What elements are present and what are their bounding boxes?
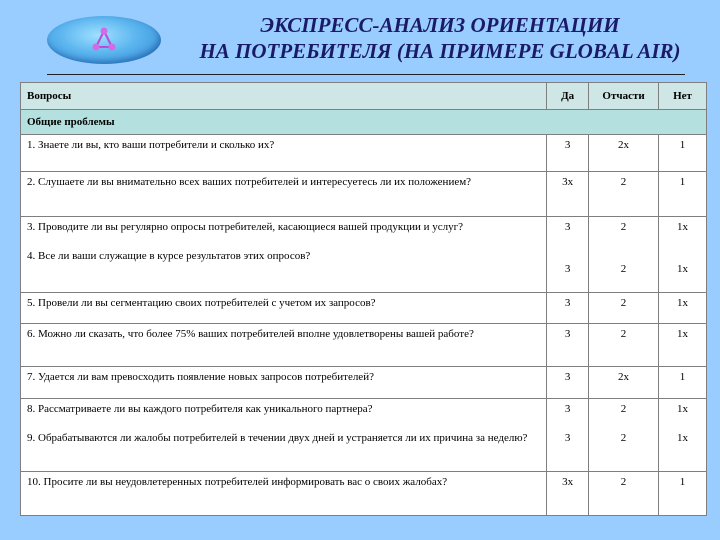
question-cell: 5. Провели ли вы сегментацию своих потребителей с учетом их запросов? bbox=[21, 293, 547, 324]
title-line-1: ЭКСПРЕСС-АНАЛИЗ ОРИЕНТАЦИИ bbox=[260, 13, 620, 37]
question-cell: 7. Удается ли вам превосходить появление новых запросов потребителей? bbox=[21, 367, 547, 399]
yes-cell: 3 bbox=[547, 367, 589, 399]
question-cell-group bbox=[21, 217, 547, 293]
yes-cell-group bbox=[547, 399, 589, 472]
yes-cell-group bbox=[547, 217, 589, 293]
question-cell: 6. Можно ли сказать, что более 75% ваших потребителей вполне удовлетворены вашей работе? bbox=[21, 324, 547, 367]
analysis-table bbox=[20, 82, 707, 516]
question-cell: 2. Слушаете ли вы внимательно всех ваших потребителей и интересуетесь ли их положением? bbox=[21, 172, 547, 217]
question-cell: 10. Просите ли вы неудовлетеренных потребителей информировать вас о своих жалобах? bbox=[21, 472, 547, 516]
yes-cell: 3x bbox=[547, 172, 589, 217]
no-cell: 1 bbox=[659, 472, 707, 516]
no-cell-group bbox=[659, 399, 707, 472]
question-cell-group bbox=[21, 399, 547, 472]
partly-value: 2 bbox=[620, 403, 627, 415]
header-yes: Да bbox=[547, 83, 589, 110]
yes-value: 3 bbox=[564, 403, 571, 415]
yes-cell: 3 bbox=[547, 293, 589, 324]
table-row bbox=[21, 324, 707, 367]
table-row bbox=[21, 135, 707, 172]
partly-cell: 2 bbox=[589, 324, 659, 367]
question-cell: 1. Знаете ли вы, кто ваши потребители и сколько их? bbox=[21, 135, 547, 172]
table-row bbox=[21, 217, 707, 293]
question-text: 4. Все ли ваши служащие в курсе результатов этих опросов? bbox=[27, 250, 311, 262]
triangle-nodes-icon bbox=[90, 26, 118, 54]
table-row bbox=[21, 367, 707, 399]
no-value: 1x bbox=[677, 263, 689, 275]
partly-value: 2 bbox=[620, 263, 627, 275]
header-questions: Вопросы bbox=[21, 83, 547, 110]
no-cell: 1 bbox=[659, 367, 707, 399]
section-row bbox=[21, 110, 707, 135]
partly-cell: 2 bbox=[589, 172, 659, 217]
no-cell: 1 bbox=[659, 135, 707, 172]
table-row bbox=[21, 399, 707, 472]
question-text: 3. Проводите ли вы регулярно опросы потребителей, касающиеся вашей продукции и услуг? bbox=[27, 221, 464, 233]
header-no: Нет bbox=[659, 83, 707, 110]
partly-cell: 2x bbox=[589, 367, 659, 399]
title-divider bbox=[47, 74, 685, 75]
title-line-2: НА ПОТРЕБИТЕЛЯ (НА ПРИМЕРЕ GLOBAL AIR) bbox=[199, 39, 681, 63]
table-header-row bbox=[21, 83, 707, 110]
no-cell: 1x bbox=[659, 293, 707, 324]
partly-value: 2 bbox=[620, 221, 627, 233]
partly-cell: 2x bbox=[589, 135, 659, 172]
yes-value: 3 bbox=[564, 432, 571, 444]
table-row bbox=[21, 172, 707, 217]
table-row bbox=[21, 472, 707, 516]
page-title bbox=[160, 12, 720, 64]
section-title: Общие проблемы bbox=[21, 110, 707, 135]
no-value: 1x bbox=[677, 403, 689, 415]
partly-value: 2 bbox=[620, 432, 627, 444]
question-text: 8. Рассматриваете ли вы каждого потребителя как уникального партнера? bbox=[27, 403, 373, 415]
partly-cell-group bbox=[589, 217, 659, 293]
table-row bbox=[21, 293, 707, 324]
yes-cell: 3 bbox=[547, 324, 589, 367]
logo bbox=[47, 16, 161, 64]
yes-cell: 3 bbox=[547, 135, 589, 172]
partly-cell-group bbox=[589, 399, 659, 472]
partly-cell: 2 bbox=[589, 293, 659, 324]
no-value: 1x bbox=[677, 432, 689, 444]
header-partly: Отчасти bbox=[589, 83, 659, 110]
no-cell: 1x bbox=[659, 324, 707, 367]
no-cell: 1 bbox=[659, 172, 707, 217]
no-cell-group bbox=[659, 217, 707, 293]
partly-cell: 2 bbox=[589, 472, 659, 516]
yes-cell: 3x bbox=[547, 472, 589, 516]
question-text: 9. Обрабатываются ли жалобы потребителей в течении двух дней и устраняется ли их причина за неделю? bbox=[27, 432, 528, 444]
yes-value: 3 bbox=[564, 221, 571, 233]
yes-value: 3 bbox=[564, 263, 571, 275]
no-value: 1x bbox=[677, 221, 689, 233]
